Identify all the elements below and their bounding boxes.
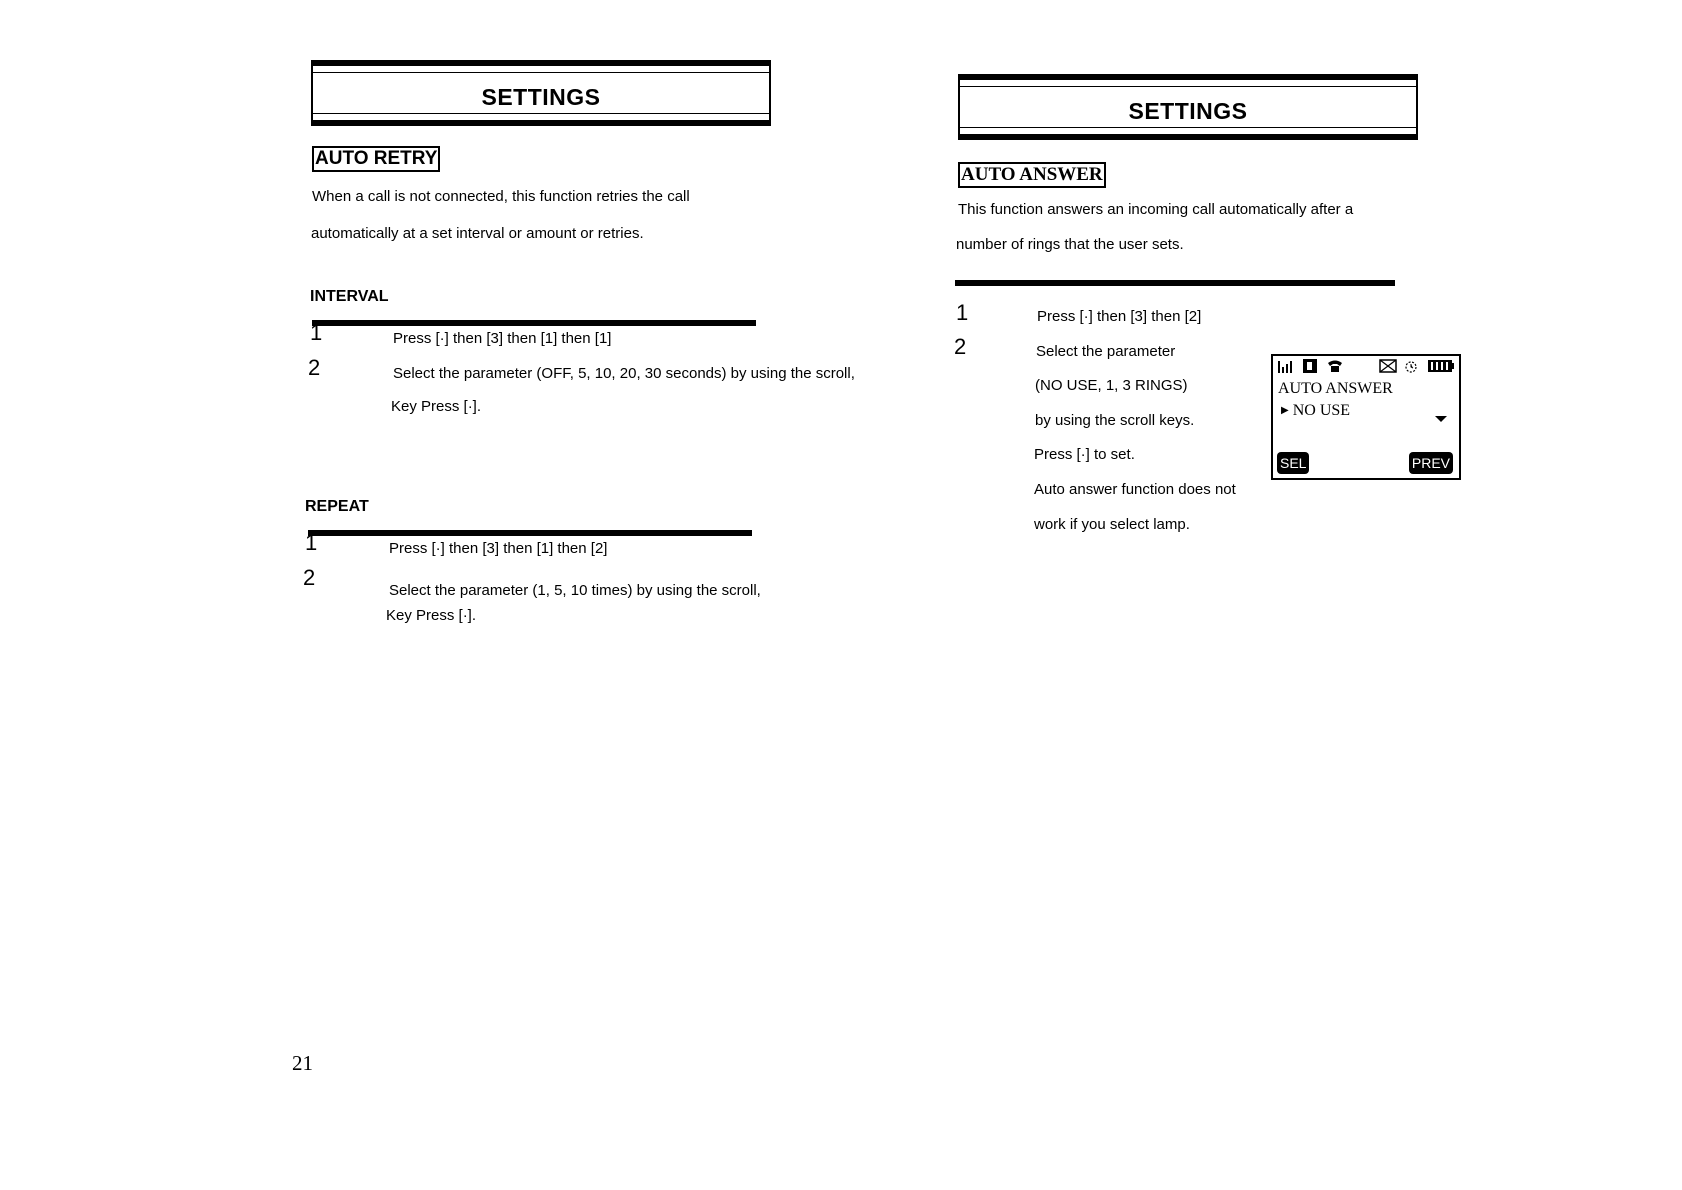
selector-arrow-icon: ▶: [1281, 405, 1289, 416]
auto-answer-rule: [955, 280, 1395, 286]
interval-step2-number: 2: [308, 355, 321, 380]
screen-option-label: NO USE: [1292, 402, 1351, 419]
auto-answer-step1-number: 1: [956, 300, 969, 325]
auto-answer-heading: AUTO ANSWER: [958, 162, 1106, 188]
auto-answer-step2-line3: by using the scroll keys.: [1035, 412, 1195, 429]
auto-retry-heading: AUTO RETRY: [312, 146, 440, 172]
phone-icon: [1327, 359, 1343, 378]
signal-icon: [1277, 359, 1293, 380]
scroll-indicator-icon: [1435, 410, 1447, 428]
repeat-step1-text: Press [·] then [3] then [1] then [2]: [389, 540, 608, 557]
auto-answer-step2-line4: Press [·] to set.: [1034, 446, 1135, 463]
auto-retry-description-line1: When a call is not connected, this function retries the call: [312, 188, 690, 205]
right-page-title: SETTINGS: [1128, 98, 1248, 124]
battery-icon: [1427, 359, 1455, 378]
left-title-box: [311, 60, 771, 126]
left-page-title: SETTINGS: [481, 84, 601, 110]
status-bar: [1277, 359, 1455, 377]
auto-answer-step2-line6: work if you select lamp.: [1034, 516, 1190, 533]
repeat-step2-text2: Key Press [·].: [386, 607, 477, 624]
sel-soft-key: SEL: [1277, 452, 1309, 474]
screen-title: AUTO ANSWER: [1278, 380, 1393, 397]
repeat-step1-number: 1: [305, 530, 318, 555]
auto-answer-step2-number: 2: [954, 334, 967, 359]
repeat-step2-text: Select the parameter (1, 5, 10 times) by using the scroll,: [389, 582, 761, 599]
interval-step1-text: Press [·] then [3] then [1] then [1]: [393, 330, 612, 347]
auto-answer-step2-line5: Auto answer function does not: [1034, 481, 1236, 498]
phone-screen-illustration: [1271, 354, 1461, 480]
auto-answer-step1-text: Press [·] then [3] then [2]: [1037, 308, 1202, 325]
roaming-icon: [1303, 359, 1317, 378]
auto-answer-step2-line1: Select the parameter: [1036, 343, 1176, 360]
envelope-icon: [1379, 359, 1397, 378]
interval-step1-number: 1: [310, 320, 323, 345]
interval-step2-text: Select the parameter (OFF, 5, 10, 20, 30 seconds) by using the scroll,: [393, 365, 855, 382]
repeat-step2-number: 2: [303, 565, 316, 590]
repeat-rule: [308, 530, 752, 536]
auto-answer-description-line2: number of rings that the user sets.: [956, 236, 1184, 253]
auto-answer-description-line1: This function answers an incoming call automatically after a: [958, 201, 1354, 218]
interval-heading: INTERVAL: [310, 288, 389, 305]
interval-step2-text2: Key Press [·].: [391, 398, 482, 415]
auto-retry-description-line2: automatically at a set interval or amount or retries.: [311, 225, 644, 242]
alarm-icon: [1403, 359, 1419, 378]
interval-rule: [312, 320, 756, 326]
right-title-box: [958, 74, 1418, 140]
prev-soft-key: PREV: [1409, 452, 1453, 474]
screen-option: [1281, 402, 1350, 420]
auto-answer-step2-line2: (NO USE, 1, 3 RINGS): [1035, 377, 1188, 394]
repeat-heading: REPEAT: [305, 498, 369, 515]
page-number: 21: [292, 1051, 313, 1075]
